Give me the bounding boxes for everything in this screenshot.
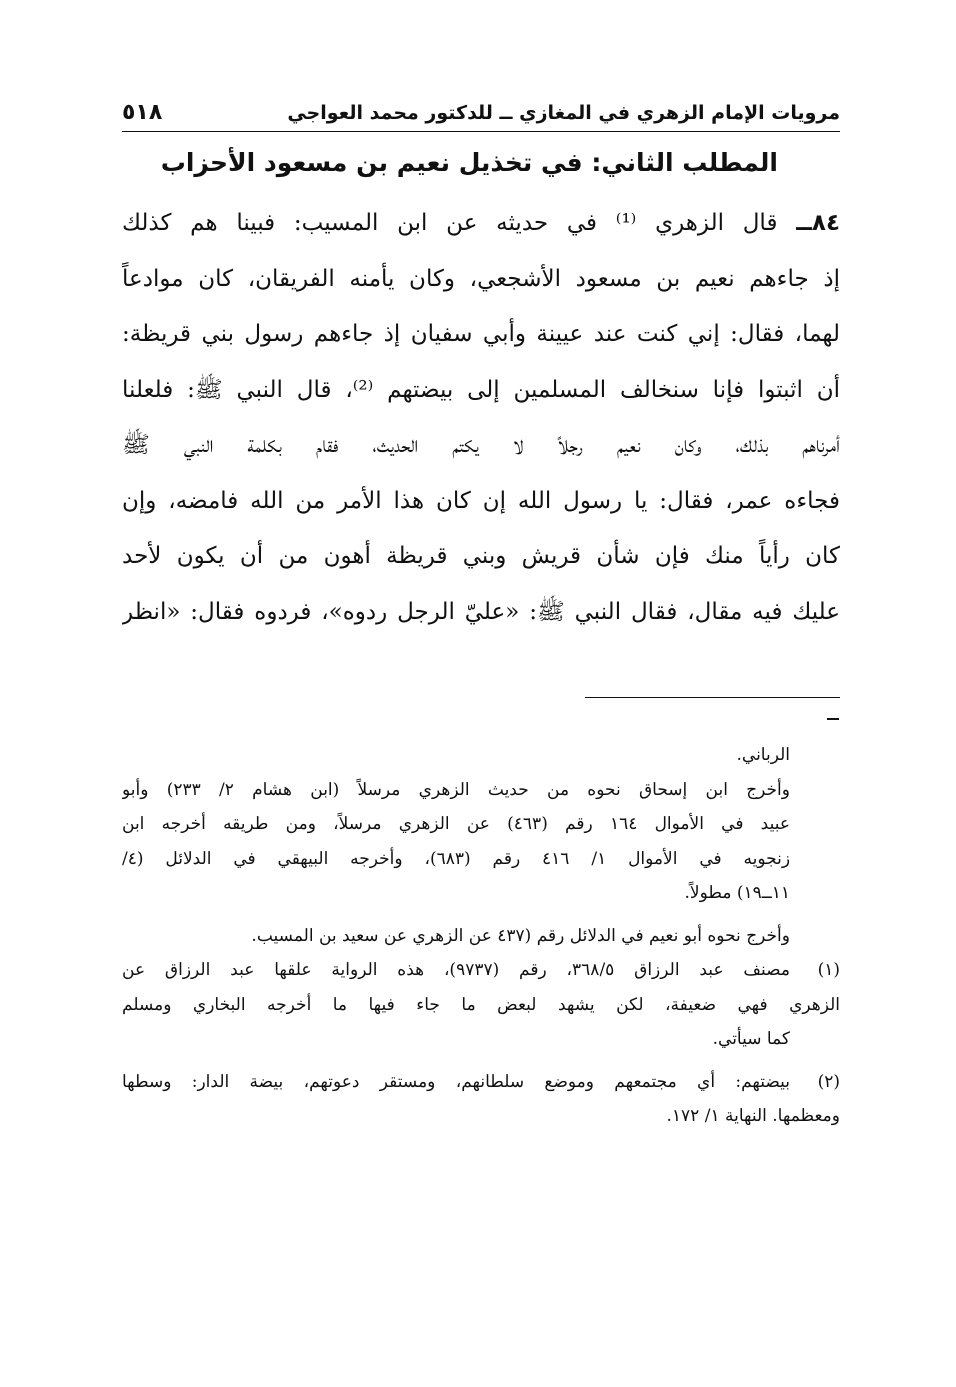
footnote-line: كما سيأتي.	[712, 1029, 790, 1049]
main-text-line: فجاءه عمر، فقال: يا رسول الله إن كان هذا الأمر من الله فامضه، وإن	[122, 487, 840, 514]
main-text-line	[122, 196, 840, 252]
main-text-line: أمرناهم بذلك، وكان نعيم رجلاً لا يكتم الحديث، فقام بكلمة النبي ﷺ	[122, 432, 840, 458]
footnote-line: زنجويه في الأموال ١/ ٤١٦ رقم (٦٨٣)، وأخرجه البيهقي في الدلائل (٤/	[122, 848, 791, 869]
footnote-line: ١١ــ١٩) مطولاً.	[684, 883, 790, 903]
main-text	[122, 196, 840, 640]
page-number: ٥١٨	[122, 100, 163, 125]
footnote-2-number: (٢)	[817, 1071, 840, 1092]
main-text-line: إذ جاءهم نعيم بن مسعود الأشجعي، وكان يأمنه الفريقان، كان موادعاً	[122, 265, 840, 292]
running-header	[122, 98, 840, 132]
main-text-line-content: قال الزهري ⁽¹⁾ في حديثه عن ابن المسيب: فبينا هم كذلك	[122, 210, 778, 236]
main-text-line: لهما، فقال: إني كنت عند عيينة وأبي سفيان إذ جاءهم رسول بني قريظة:	[122, 321, 840, 347]
footnote-2	[122, 1065, 840, 1134]
main-text-line: كان رأياً منك فإن شأن قريش وبني قريظة أهون من أن يكون لأحد	[122, 543, 840, 569]
footnote-separator	[585, 697, 840, 698]
footnote-line: عبيد في الأموال ١٦٤ رقم (٤٦٣) عن الزهري مرسلاً، ومن طريقه أخرجه ابن	[122, 814, 791, 834]
section-title: المطلب الثاني: في تخذيل نعيم بن مسعود الأحزاب	[160, 148, 778, 177]
footnote-line: وأخرج ابن إسحاق نحوه من حديث الزهري مرسلاً (ابن هشام ٢/ ٢٣٣) وأبو	[122, 779, 790, 800]
footnote-1-number: (١)	[817, 960, 840, 980]
continuation-dash	[827, 718, 839, 720]
footnote-1	[122, 953, 840, 1057]
item-number: ٨٤ــ	[796, 210, 840, 236]
footnotes	[122, 738, 840, 1134]
footnote-line: بيضتهم: أي مجتمعهم وموضع سلطانهم، ومستقر دعوتهم، بيضة الدار: وسطها	[122, 1071, 790, 1092]
footnote-line: مصنف عبد الرزاق ٣٦٨/٥، رقم (٩٧٣٧)، هذه الرواية علقها عبد الرزاق عن	[122, 960, 790, 980]
main-text-line: أن اثبتوا فإنا سنخالف المسلمين إلى بيضتهم ⁽²⁾، قال النبي ﷺ: فلعلنا	[122, 376, 840, 403]
footnote-continuation: الرباني.	[736, 745, 790, 765]
footnote-line: وأخرج نحوه أبو نعيم في الدلائل رقم (٤٣٧ عن الزهري عن سعيد بن المسيب.	[251, 925, 790, 946]
main-text-line: عليك فيه مقال، فقال النبي ﷺ: «عليّ الرجل ردوه»، فردوه فقال: «انظر	[122, 598, 840, 625]
running-header-title: مرويات الإمام الزهري في المغازي ــ للدكتور محمد العواجي	[287, 101, 840, 124]
footnote-line: الزهري فهي ضعيفة، لكن يشهد لبعض ما جاء فيها ما أخرجه البخاري ومسلم	[122, 994, 840, 1015]
footnote-line: ومعظمها. النهاية ١/ ١٧٢.	[666, 1106, 840, 1126]
